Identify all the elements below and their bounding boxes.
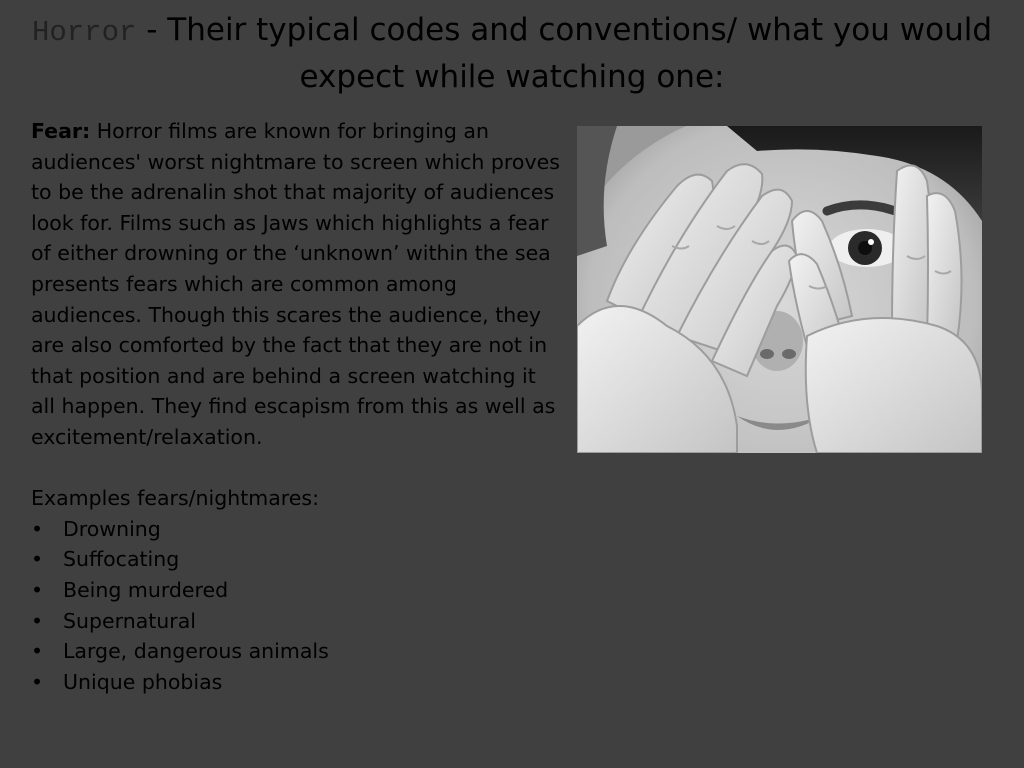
list-item — [31, 636, 566, 667]
list-item — [31, 667, 566, 698]
bullet-icon: • — [31, 577, 44, 602]
fear-label: Fear: — [31, 119, 91, 143]
fears-list — [31, 514, 566, 698]
list-item — [31, 514, 566, 545]
body-text — [31, 116, 566, 697]
examples-heading: Examples fears/nightmares: — [31, 486, 319, 511]
list-item-label: Suffocating — [63, 547, 180, 572]
list-item — [31, 544, 566, 575]
fear-text: Horror films are known for bringing an audiences' worst nightmare to screen which proves to be the adrenalin shot that majority of audiences look for. Films such as Jaws which highlights a fear of either drowning or the ‘unknown’ within the sea presents fears which are common among audiences. Though this scares the audience, they are also comforted by the fact that they are not in that position and are behind a screen watching it all happen. They find escapism from this as well as excitement/relaxation. — [31, 119, 560, 449]
bullet-icon: • — [31, 547, 44, 572]
list-item-label: Drowning — [63, 516, 161, 541]
list-item — [31, 575, 566, 606]
list-item-label: Unique phobias — [63, 669, 223, 694]
bullet-icon: • — [31, 639, 44, 664]
slide-title — [30, 8, 994, 100]
list-item-label: Large, dangerous animals — [63, 639, 329, 664]
list-item-label: Supernatural — [63, 608, 196, 633]
bullet-icon: • — [31, 608, 44, 633]
child-covering-face-photo — [577, 126, 982, 453]
fear-paragraph — [31, 116, 566, 453]
bullet-icon: • — [31, 516, 44, 541]
title-word: Horror — [31, 16, 137, 49]
title-rest: - Their typical codes and conventions/ what you would expect while watching one: — [136, 12, 993, 95]
bullet-icon: • — [31, 669, 44, 694]
list-item — [31, 606, 566, 637]
list-item-label: Being murdered — [63, 577, 229, 602]
